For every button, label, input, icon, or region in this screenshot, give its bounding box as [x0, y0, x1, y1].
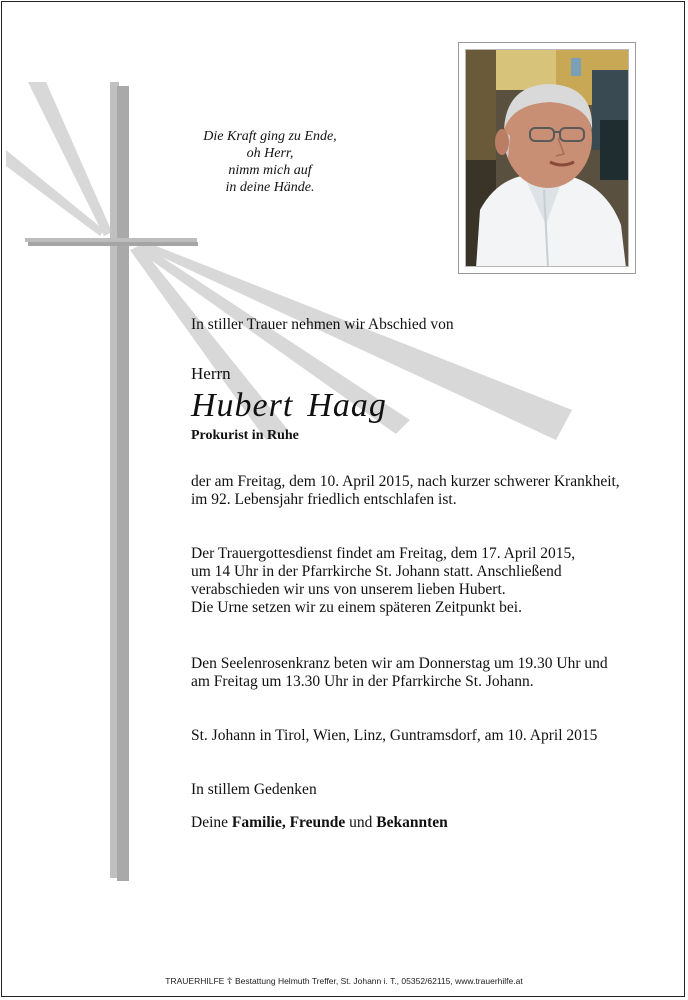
text-line: am Freitag um 13.30 Uhr in der Pfarrkirche St. Johann. [191, 673, 534, 690]
portrait-photo [465, 49, 629, 267]
footer-details: Bestattung Helmuth Treffer, St. Johann i. T., 05352/62115, www.trauerhilfe.at [234, 976, 523, 986]
text-line: um 14 Uhr in der Pfarrkirche St. Johann statt. Anschließend [191, 563, 562, 580]
service-info [191, 545, 575, 617]
signature-prefix: Deine [191, 814, 229, 831]
poem-line: Die Kraft ging zu Ende, [203, 129, 337, 144]
text-line: der am Freitag, dem 10. April 2015, nach kurzer schwerer Krankheit, [191, 473, 620, 490]
last-name: Haag [307, 387, 387, 424]
first-name: Hubert [191, 387, 294, 424]
place-date: St. Johann in Tirol, Wien, Linz, Guntramsdorf, am 10. April 2015 [191, 727, 598, 744]
text-line: im 92. Lebensjahr friedlich entschlafen ist. [191, 491, 457, 508]
footer [0, 976, 688, 987]
salutation: Herrn [191, 364, 231, 383]
poem-line: nimm mich auf [228, 163, 312, 178]
signature-friends: Freunde [289, 814, 346, 831]
signature [191, 813, 448, 833]
deceased-title: Prokurist in Ruhe [191, 428, 299, 443]
deceased-name [191, 386, 387, 426]
signature-family: Familie, [231, 814, 286, 831]
footer-brand: TRAUERHILFE [165, 976, 225, 986]
closing-text: In stillem Gedenken [191, 781, 317, 798]
signature-acquaintances: Bekannten [376, 814, 448, 831]
footer-logo-icon: ☦ [226, 976, 233, 986]
text-line: Der Trauergottesdienst findet am Freitag, dem 17. April 2015, [191, 545, 576, 562]
rosary-info [191, 655, 608, 691]
poem [195, 128, 345, 196]
portrait-frame [458, 42, 636, 274]
signature-and: und [349, 814, 373, 831]
poem-line: oh Herr, [246, 146, 294, 161]
intro-text: In stiller Trauer nehmen wir Abschied von [191, 316, 454, 333]
text-line: Den Seelenrosenkranz beten wir am Donnerstag um 19.30 Uhr und [191, 655, 608, 672]
death-notice [191, 473, 620, 509]
text-line: Die Urne setzen wir zu einem späteren Zeitpunkt bei. [191, 599, 522, 616]
poem-line: in deine Hände. [225, 180, 315, 195]
text-line: verabschieden wir uns von unserem lieben Hubert. [191, 581, 506, 598]
